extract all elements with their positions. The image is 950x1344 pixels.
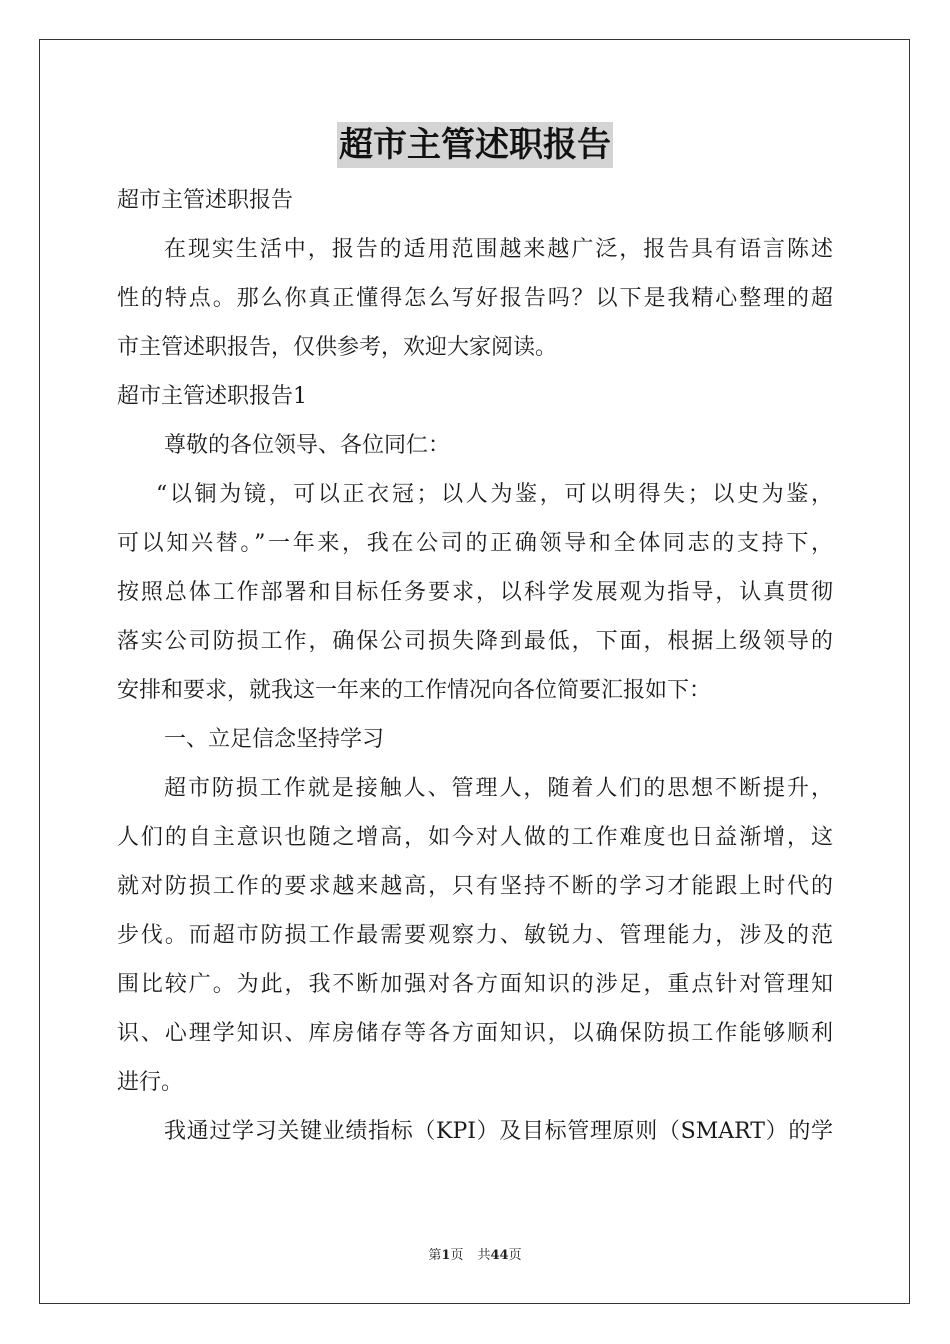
footer-total-pages: 44 [490, 1248, 509, 1263]
text-line: 落实公司防损工作，确保公司损失降到最低，下面，根据上级领导的 [117, 629, 833, 654]
text-line: 进行。 [117, 1070, 184, 1095]
footer-total-prefix: 共 [477, 1248, 491, 1263]
text-line: 超市主管述职报告 [117, 188, 294, 213]
footer-page-prefix: 第 [428, 1248, 442, 1263]
text-line: 可以知兴替。”一年来，我在公司的正确领导和全体同志的支持下， [117, 531, 833, 556]
text-line: 超市主管述职报告1 [117, 384, 307, 409]
text-line: 步伐。而超市防损工作最需要观察力、敏锐力、管理能力，涉及的范 [117, 923, 833, 948]
footer-total-suffix: 页 [508, 1248, 522, 1263]
text-line: 性的特点。那么你真正懂得怎么写好报告吗？以下是我精心整理的超 [117, 286, 833, 311]
document-body [117, 176, 833, 1156]
text-line: 在现实生活中，报告的适用范围越来越广泛，报告具有语言陈述 [164, 237, 833, 262]
text-line: 我通过学习关键业绩指标（KPI）及目标管理原则（SMART）的学 [164, 1119, 833, 1144]
text-line: 安排和要求，就我这一年来的工作情况向各位简要汇报如下： [117, 678, 712, 703]
page-footer [0, 1246, 950, 1266]
footer-page-number: 1 [441, 1248, 451, 1263]
footer-page-suffix: 页 [450, 1248, 464, 1263]
title-container [0, 122, 950, 168]
text-line: 就对防损工作的要求越来越高，只有坚持不断的学习才能跟上时代的 [117, 874, 833, 899]
text-line: 围比较广。为此，我不断加强对各方面知识的涉足，重点针对管理知 [117, 972, 833, 997]
text-line: 超市防损工作就是接触人、管理人，随着人们的思想不断提升， [164, 776, 833, 801]
text-line: 按照总体工作部署和目标任务要求，以科学发展观为指导，认真贯彻 [117, 580, 833, 605]
text-line: “以铜为镜，可以正衣冠；以人为鉴，可以明得失；以史为鉴， [156, 482, 833, 507]
document-title: 超市主管述职报告 [337, 122, 613, 168]
text-line: 市主管述职报告，仅供参考，欢迎大家阅读。 [117, 335, 558, 360]
text-line: 识、心理学知识、库房储存等各方面知识，以确保防损工作能够顺利 [117, 1021, 833, 1046]
text-line: 人们的自主意识也随之增高，如今对人做的工作难度也日益渐增，这 [117, 825, 833, 850]
text-line: 一、立足信念坚持学习 [164, 727, 385, 752]
text-line: 尊敬的各位领导、各位同仁： [164, 433, 451, 458]
